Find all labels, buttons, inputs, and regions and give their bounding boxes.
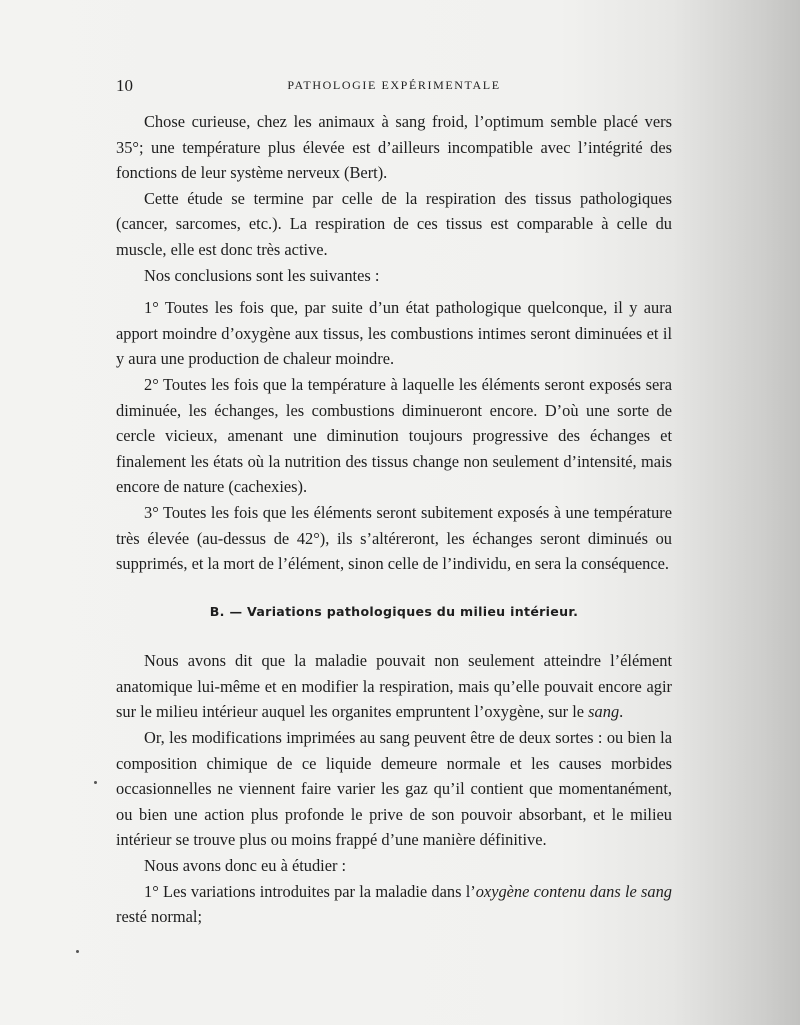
body-text <box>116 109 672 930</box>
print-speck <box>76 950 79 953</box>
paragraph-modifications: Or, les modifications imprimées au sang peuvent être de deux sortes : ou bien la composition chimique de ce liquide demeure normale et les causes morbides occasionnelles ne viennent faire varier les gaz qu’il contient que momentanément, ou bien une action plus profonde le prive de son pouvoir absorbant, et le milieu intérieur se trouve plus ou moins frappé d’une manière définitive. <box>116 728 672 850</box>
conclusion-2: 2° Toutes les fois que la température à laquelle les éléments seront exposés sera diminuée, les échanges, les combustions diminueront encore. D’où une sorte de cercle vicieux, amenant une diminution toujours progressive des échanges et finalement les états où la nutrition des tissus change non seulement d’intensité, mais encore de nature (cachexies). <box>116 374 672 497</box>
print-speck <box>94 781 97 784</box>
page-header <box>116 76 672 98</box>
paragraph-milieu-interieur <box>116 648 672 725</box>
p7-end: . <box>619 702 624 722</box>
p10-end: resté normal; <box>116 907 203 927</box>
paragraph-optimum: Chose curieuse, chez les animaux à sang froid, l’optimum semble placé vers 35°; une température plus élevée est d’ailleurs incompatible avec l’intégrité des fonctions de leur système nerveux (Bert). <box>116 112 672 183</box>
conclusion-3: 3° Toutes les fois que les éléments seront subitement exposés à une température très élevée (au-dessus de 42°), ils s’altéreront, les échanges seront diminués ou supprimés, et la mort de l’élément, sinon celle de l’individu, en sera la conséquence. <box>116 502 672 574</box>
running-head: PATHOLOGIE EXPÉRIMENTALE <box>287 78 501 92</box>
conclusion-1: 1° Toutes les fois que, par suite d’un état pathologique quelconque, il y aura apport moindre d’oxygène aux tissus, les combustions intimes seront diminuées et il y aura une production de chaleur moindre. <box>116 298 672 369</box>
p7-italic-sang: sang <box>588 702 620 722</box>
p10-italic: oxygène contenu dans le sang <box>475 881 672 901</box>
study-item-1 <box>116 879 672 930</box>
p10-text: 1° Les variations introduites par la maladie dans l’ <box>144 881 476 901</box>
paragraph-pathological-tissues: Cette étude se termine par celle de la respiration des tissus pathologiques (cancer, sarcomes, etc.). La respiration de ces tissus est comparable à celle du muscle, elle est donc très active. <box>116 188 672 259</box>
p7-text: Nous avons dit que la maladie pouvait non seulement atteindre l’élément anatomique lui-même et en modifier la respiration, mais qu’elle pouvait encore agir sur le milieu intérieur auquel les organites empruntent l’oxygène, sur le <box>116 651 672 722</box>
paragraph-study-intro: Nous avons donc eu à étudier : <box>144 856 347 876</box>
section-heading: B. — Variations pathologiques du milieu intérieur. <box>209 603 579 619</box>
paragraph-conclusions-intro: Nos conclusions sont les suivantes : <box>144 265 380 285</box>
page-number: 10 <box>116 76 133 95</box>
